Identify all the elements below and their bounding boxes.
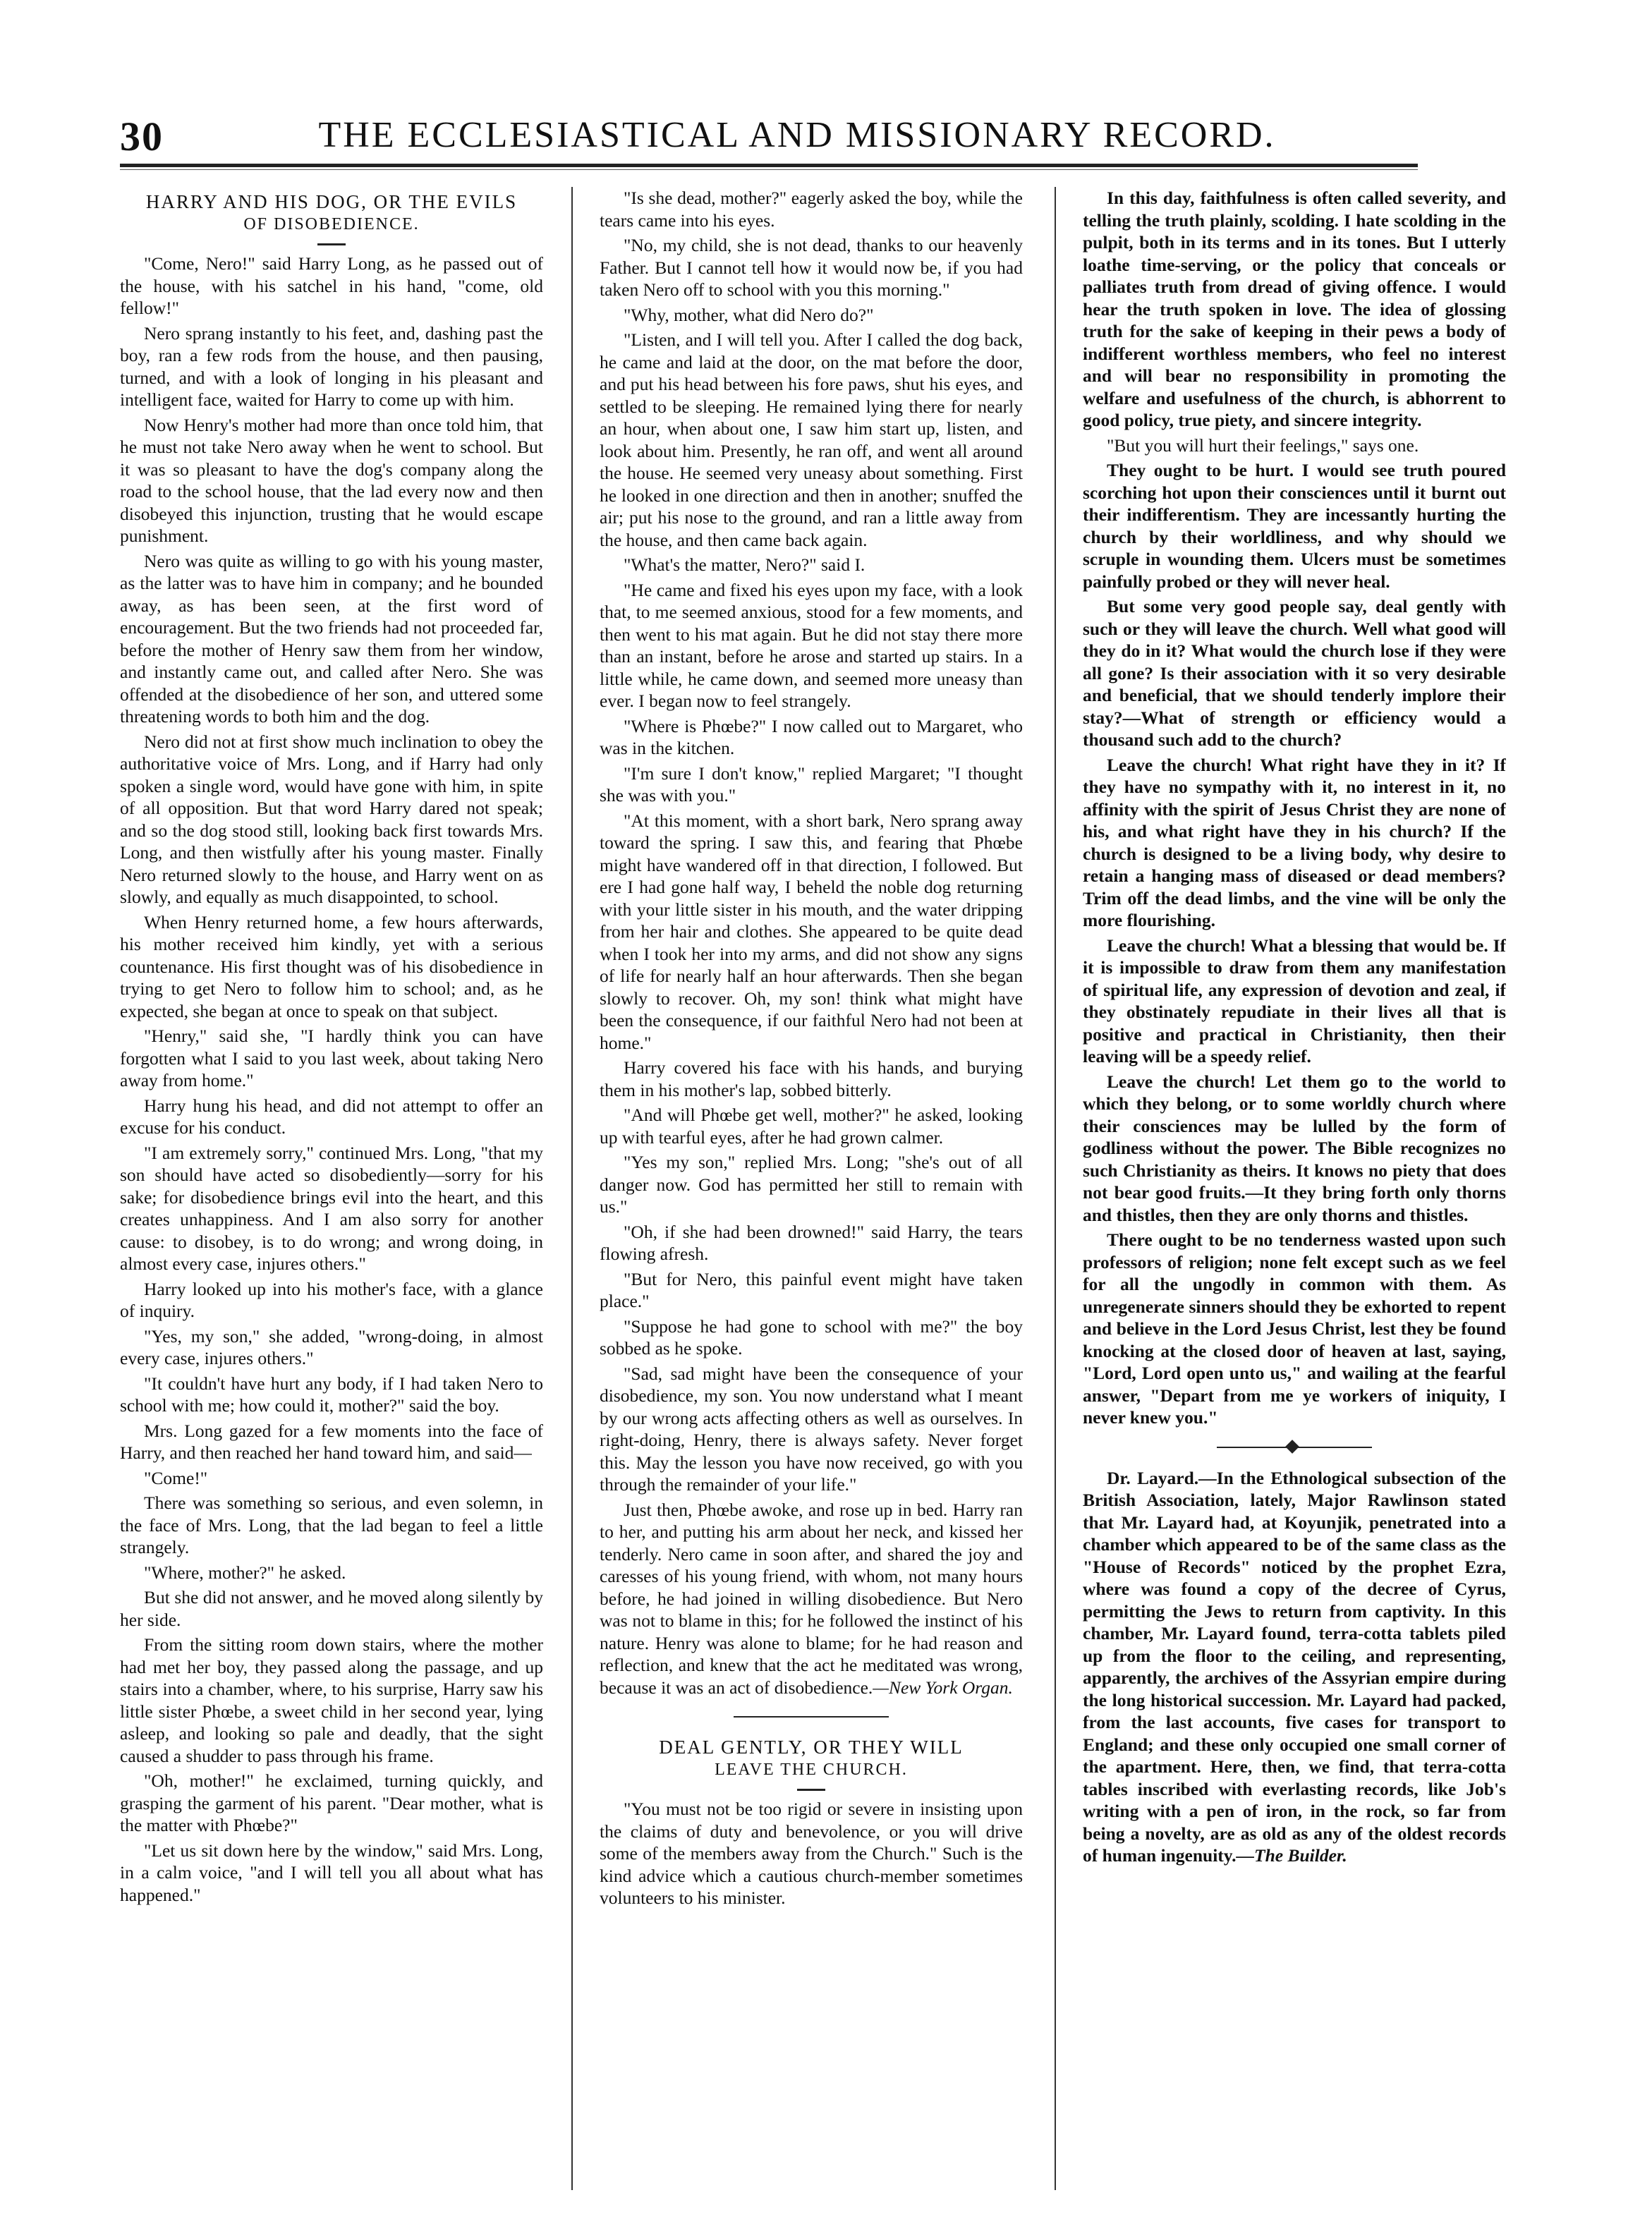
story-paragraph (600, 1499, 1023, 1699)
story-paragraph: "Let us sit down here by the window," said Mrs. Long, in a calm voice, "and I will tell you all about what has happened." (120, 1840, 543, 1905)
story-paragraph: "Come, Nero!" said Harry Long, as he passed out of the house, with his satchel in his hand, "come, old fellow!" (120, 253, 543, 318)
story-paragraph: When Henry returned home, a few hours afterwards, his mother received him kindly, yet with a serious countenance. His first thought was of his disobedience in trying to get Nero to follow him to school; and, as he expected, she began at once to speak on that subject. (120, 911, 543, 1021)
story-paragraph: "What's the matter, Nero?" said I. (624, 554, 866, 575)
story-paragraph: "At this moment, with a short bark, Nero sprang away toward the spring. I saw this, and fearing that Phœbe might have wandered off in that direction, I followed. But ere I had gone half way, I beheld the noble dog returning with your little sister in his mouth, and the water dripping from her hair and clothes. She appeared to be quite dead when I took her into my arms, and did not show any signs of life for nearly half an hour afterwards. Then she began slowly to recover. Oh, my son! think what might have been the consequence, if our faithful Nero had not been at home." (600, 810, 1023, 1053)
story-paragraph: "Yes my son," replied Mrs. Long; "she's out of all danger now. God has permitted her still to remain with us." (600, 1152, 1023, 1217)
title-dash (317, 243, 346, 245)
article-paragraph: Leave the church! Let them go to the world to which they belong, or to some worldly church where their consciences may be lulled by the form of godliness without the power. The Bible recognizes no such Christianity as theirs. It knows no piety that does not bear good fruits.—It they bring forth only thorns and thistles, then they are only thorns and thistles. (1083, 1071, 1506, 1225)
story-paragraph: "Come!" (144, 1467, 208, 1488)
header-rule (120, 164, 1418, 167)
column-left (120, 187, 543, 2190)
story-signoff: —New York Organ. (873, 1677, 1013, 1698)
article-title-line1: DEAL GENTLY, OR THEY WILL (659, 1737, 964, 1758)
story-paragraph: "Is she dead, mother?" eagerly asked the boy, while the tears came into his eyes. (600, 188, 1023, 231)
note-text: Dr. Layard.—In the Ethnological subsection of the British Association, lately, Major Rawlinson stated that Mr. Layard had, at Koyunjik, penetrated into a chamber which appeared to be of the same class as the "House of Records" noticed by the prophet Ezra, where was found a copy of the decree of Cyrus, permitting the Jews to return from captivity. In this chamber, Mr. Layard found, terra-cotta tablets piled up from the floor to the ceiling, and representing, apparently, the archives of the Assyrian empire during the long historical succession. Mr. Layard had packed, from the last accounts, five cases for transport to England; and these only occupied one small corner of the apartment. Here, then, we find, that terra-cotta tables inscribed with everlasting records, like Job's writing with a pen of iron, in the rock, so far from being a novelty, are as old as any of the oldest records of human ingenuity. (1083, 1467, 1506, 1866)
story-paragraph: Nero did not at first show much inclination to obey the authoritative voice of Mrs. Long, and if Harry had only spoken a single word, would have gone with him, in spite of all opposition. But that word Harry dared not speak; and so the dog stood still, looking back first towards Mrs. Long, and then wistfully after his young master. Finally Nero returned slowly to the house, and Harry went on as slowly, and equally as much disappointed, to school. (120, 731, 543, 907)
column-middle (600, 187, 1023, 2190)
story-paragraph: Harry covered his face with his hands, and burying them in his mother's lap, sobbed bitterly. (600, 1057, 1023, 1100)
column-right (1083, 187, 1506, 2190)
section-divider (734, 1710, 889, 1724)
story-paragraph: "But for Nero, this painful event might have taken place." (600, 1268, 1023, 1311)
story-paragraph: Mrs. Long gazed for a few moments into the face of Harry, and then reached her hand toward him, and said— (120, 1420, 543, 1463)
article-paragraph: But some very good people say, deal gently with such or they will leave the church. Well what good will they do in it? What would the church lose if they were all gone? Is their association with it so very desirable and beneficial, that we should tenderly implore their stay?—What of strength or efficiency would a thousand such add to the church? (1083, 596, 1506, 750)
note-signoff: —The Builder. (1236, 1845, 1347, 1866)
article-paragraph: Leave the church! What right have they in it? If they have no sympathy with it, no interest in it, no affinity with the spirit of Jesus Christ they are none of his, and what right have they in his church? If the church is designed to be a living body, why desire to retain a hanging mass of diseased or dead members? Trim off the dead limbs, and the vine will be only the more flourishing. (1083, 754, 1506, 930)
story-paragraph: "Oh, if she had been drowned!" said Harry, the tears flowing afresh. (600, 1221, 1023, 1264)
story-paragraph: "Yes, my son," she added, "wrong-doing, in almost every case, injures others." (120, 1325, 543, 1368)
story-paragraph: "It couldn't have hurt any body, if I had taken Nero to school with me; how could it, mother?" said the boy. (120, 1373, 543, 1416)
page-header (120, 113, 1418, 169)
story-paragraph: From the sitting room down stairs, where the mother had met her boy, they passed along the passage, and up stairs into a chamber, where, to his surprise, Harry saw his little sister Phœbe, a sweet child in her second year, lying asleep, and looking so pale and deadly, that the sight caused a shudder to pass through his frame. (120, 1634, 543, 1766)
story-paragraph: There was something so serious, and even solemn, in the face of Mrs. Long, that the lad began to feel a little strangely. (120, 1493, 543, 1557)
story-paragraph: But she did not answer, and he moved along silently by her side. (120, 1587, 543, 1630)
story-paragraph: Harry hung his head, and did not attempt to offer an excuse for his conduct. (120, 1095, 543, 1138)
story-paragraph: "He came and fixed his eyes upon my face, with a look that, to me seemed anxious, stood for a few moments, and then went to his mat again. But he did not stay there more than an instant, before he arose and started up stairs. In a little while, he came down, and seemed more uneasy than ever. I began now to feel strangely. (600, 579, 1023, 711)
note-paragraph (1083, 1467, 1506, 1867)
column-divider (571, 187, 573, 2190)
story-paragraph: "No, my child, she is not dead, thanks to our heavenly Father. But I cannot tell how it would now be, if you had taken Nero off to school with you this morning." (600, 235, 1023, 300)
story-paragraph: "Oh, mother!" he exclaimed, turning quickly, and grasping the garment of his parent. "Dear mother, what is the matter with Phœbe?" (120, 1770, 543, 1835)
story-paragraph: "I'm sure I don't know," replied Margaret; "I thought she was with you." (600, 762, 1023, 806)
section-divider (1217, 1440, 1372, 1454)
running-title: THE ECCLESIASTICAL AND MISSIONARY RECORD. (318, 115, 1276, 155)
story-paragraph: "Where is Phœbe?" I now called out to Margaret, who was in the kitchen. (600, 715, 1023, 758)
story-paragraph: "Why, mother, what did Nero do?" (624, 304, 874, 325)
story-paragraph: "And will Phœbe get well, mother?" he asked, looking up with tearful eyes, after he had grown calmer. (600, 1105, 1023, 1148)
article-title (600, 1737, 1023, 1780)
page-number: 30 (120, 114, 164, 159)
story-paragraph: "Henry," said she, "I hardly think you can have forgotten what I said to you last week, about taking Nero away from home." (120, 1026, 543, 1090)
story-paragraph: Now Henry's mother had more than once told him, that he must not take Nero away when he went to school. But it was so pleasant to have the dog's company along the road to the school house, that the lad every now and then disobeyed this injunction, trusting that he would escape punishment. (120, 414, 543, 546)
story-title (120, 191, 543, 235)
story-paragraph: Nero was quite as willing to go with his young master, as the latter was to have him in company; and he bounded away, as has been seen, at the first word of encouragement. But the two friends had not proceeded far, before the mother of Henry saw them from her window, and instantly came out, and called after Nero. She was offended at the disobedience of her son, and uttered some threatening words to both him and the dog. (120, 550, 543, 727)
article-title-line2: LEAVE THE CHURCH. (715, 1761, 908, 1779)
article-paragraph: There ought to be no tenderness wasted upon such professors of religion; none felt except such as we feel for all the ungodly in common with them. As unregenerate sinners should they be exhorted to repent and believe in the Lord Jesus Christ, lest they be found knocking at the closed door of heaven at last, saying, "Lord, Lord open unto us," and wailing at the fearful answer, "Depart from me ye workers of iniquity, I never knew you." (1083, 1229, 1506, 1428)
article-paragraph: They ought to be hurt. I would see truth poured scorching hot upon their consciences until it burnt out their indifferentism. They are incessantly hurting the church by their worldliness, and why should we scruple in wounding them. Ulcers must be sometimes painfully probed or they will never heal. (1083, 460, 1506, 592)
article-paragraph: "You must not be too rigid or severe in insisting upon the claims of duty and benevolence, or you will drive some of the members away from the Church." Such is the kind advice which a cautious church-member sometimes volunteers to his minister. (600, 1799, 1023, 1908)
story-paragraph: "Sad, sad might have been the consequence of your disobedience, my son. You now understand what I meant by our wrong acts affecting others as well as ourselves. In right-doing, Henry, there is always safety. Never forget this. May the lesson you have now received, go with you through the remainder of your life." (600, 1363, 1023, 1495)
story-title-line1: HARRY AND HIS DOG, OR THE EVILS (145, 191, 518, 212)
column-divider (1055, 187, 1056, 2190)
story-paragraph: Harry looked up into his mother's face, with a glance of inquiry. (120, 1278, 543, 1321)
title-dash (797, 1789, 825, 1791)
story-title-line2: OF DISOBEDIENCE. (243, 215, 420, 233)
article-paragraph: "But you will hurt their feelings," says one. (1107, 434, 1419, 456)
story-paragraph: "I am extremely sorry," continued Mrs. Long, "that my son should have acted so disobediently—sorry for his sake; for disobedience brings evil into the heart, and this creates unhappiness. And I am also sorry for another cause: to disobey, is to do wrong; and wrong doing, in almost every case, injures others." (120, 1142, 543, 1274)
article-paragraph: Leave the church! What a blessing that would be. If it is impossible to draw from them any manifestation of spiritual life, any expression of devotion and zeal, if they obstinately repudiate in their lives all that is positive and practical in Christianity, then their leaving will be a speedy relief. (1083, 935, 1506, 1066)
story-paragraph-text: Just then, Phœbe awoke, and rose up in bed. Harry ran to her, and putting his arm about her neck, and kissed her tenderly. Nero came in soon after, and shared the joy and caresses of his young friend, with whom, not many hours before, he had joined in willing disobedience. But Nero was not to blame in this; for he followed the instinct of his nature. Henry was alone to blame; for he had reason and reflection, and knew that the act he meditated was wrong, because it was an act of disobedience. (600, 1499, 1023, 1698)
story-paragraph: Nero sprang instantly to his feet, and, dashing past the boy, ran a few rods from the house, and then pausing, turned, and with a look of longing in his pleasant and intelligent face, waited for Harry to come up with him. (120, 322, 543, 410)
article-paragraph: In this day, faithfulness is often called severity, and telling the truth plainly, scolding. I hate scolding in the pulpit, both in its terms and in its tones. But I utterly loathe time-serving, or the policy that conceals or palliates truth from dread of giving offence. I would hear the truth spoken in love. The idea of glossing truth for the sake of keeping in their pews a body of indifferent worthless members, who feel no interest and will bear no responsibility in promoting the welfare and usefulness of the church, is abhorrent to good policy, true piety, and sincere integrity. (1083, 188, 1506, 430)
story-paragraph: "Listen, and I will tell you. After I called the dog back, he came and laid at the door, on the mat before the door, and put his head between his fore paws, shut his eyes, and settled to be sleeping. He remained lying there for nearly an hour, when about one, I saw him start up, listen, and look about him. Presently, he ran off, and went all around the house. He seemed very uneasy about something. First he looked in one direction and then in another; snuffed the air; put his nose to the ground, and ran a little away from the house, and then came back again. (600, 329, 1023, 550)
story-paragraph: "Where, mother?" he asked. (144, 1562, 346, 1583)
story-paragraph: "Suppose he had gone to school with me?" the boy sobbed as he spoke. (600, 1315, 1023, 1358)
header-rule-thin (120, 169, 1418, 170)
